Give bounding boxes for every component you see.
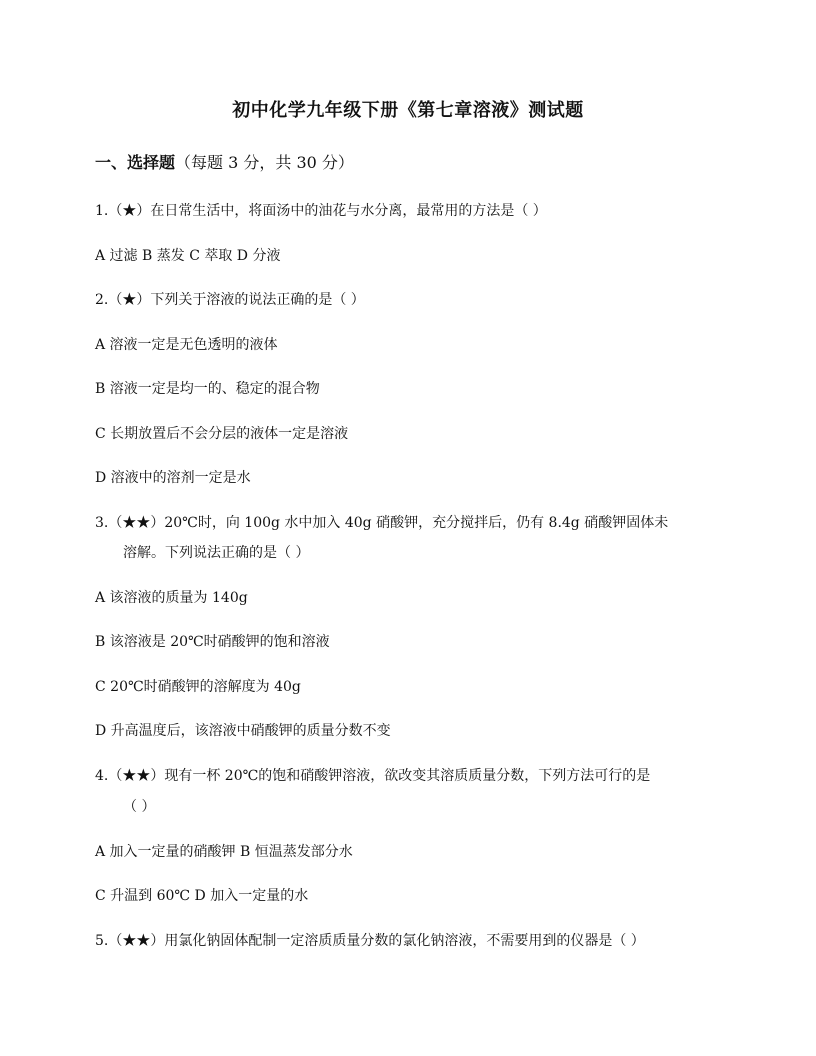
section-heading bbox=[95, 150, 354, 173]
question-2-option-d: D 溶液中的溶剂一定是水 bbox=[95, 470, 251, 486]
question-4: 4.（★★）现有一杯 20℃的饱和硝酸钾溶液，欲改变其溶质质量分数，下列方法可行的是 bbox=[95, 768, 651, 784]
question-3-option-a: A 该溶液的质量为 140g bbox=[95, 590, 248, 606]
question-2-option-a: A 溶液一定是无色透明的液体 bbox=[95, 337, 278, 353]
question-2-option-c: C 长期放置后不会分层的液体一定是溶液 bbox=[95, 426, 349, 442]
question-2: 2.（★）下列关于溶液的说法正确的是（ ） bbox=[95, 292, 365, 308]
question-1: 1.（★）在日常生活中，将面汤中的油花与水分离，最常用的方法是（ ） bbox=[95, 203, 547, 219]
question-1-options: A 过滤 B 蒸发 C 萃取 D 分液 bbox=[95, 248, 281, 264]
page-title: 初中化学九年级下册《第七章溶液》测试题 bbox=[232, 100, 584, 121]
question-5: 5.（★★）用氯化钠固体配制一定溶质质量分数的氯化钠溶液，不需要用到的仪器是（ ） bbox=[95, 933, 645, 949]
section-name: 选择题 bbox=[127, 153, 176, 172]
section-note: （每题 3 分，共 30 分） bbox=[175, 153, 354, 172]
question-3-continued: 溶解。下列说法正确的是（ ） bbox=[123, 545, 310, 561]
question-2-option-b: B 溶液一定是均一的、稳定的混合物 bbox=[95, 381, 320, 397]
question-3-option-d: D 升高温度后，该溶液中硝酸钾的质量分数不变 bbox=[95, 723, 391, 739]
question-3: 3.（★★）20℃时，向 100g 水中加入 40g 硝酸钾，充分搅拌后，仍有 8.4g 硝酸钾固体未 bbox=[95, 515, 669, 531]
question-3-option-b: B 该溶液是 20℃时硝酸钾的饱和溶液 bbox=[95, 634, 330, 650]
question-4-continued: （ ） bbox=[123, 799, 156, 815]
question-3-option-c: C 20℃时硝酸钾的溶解度为 40g bbox=[95, 679, 301, 695]
section-number: 一、 bbox=[95, 153, 128, 172]
question-4-options-ab: A 加入一定量的硝酸钾 B 恒温蒸发部分水 bbox=[95, 844, 353, 860]
question-4-options-cd: C 升温到 60℃ D 加入一定量的水 bbox=[95, 888, 309, 904]
